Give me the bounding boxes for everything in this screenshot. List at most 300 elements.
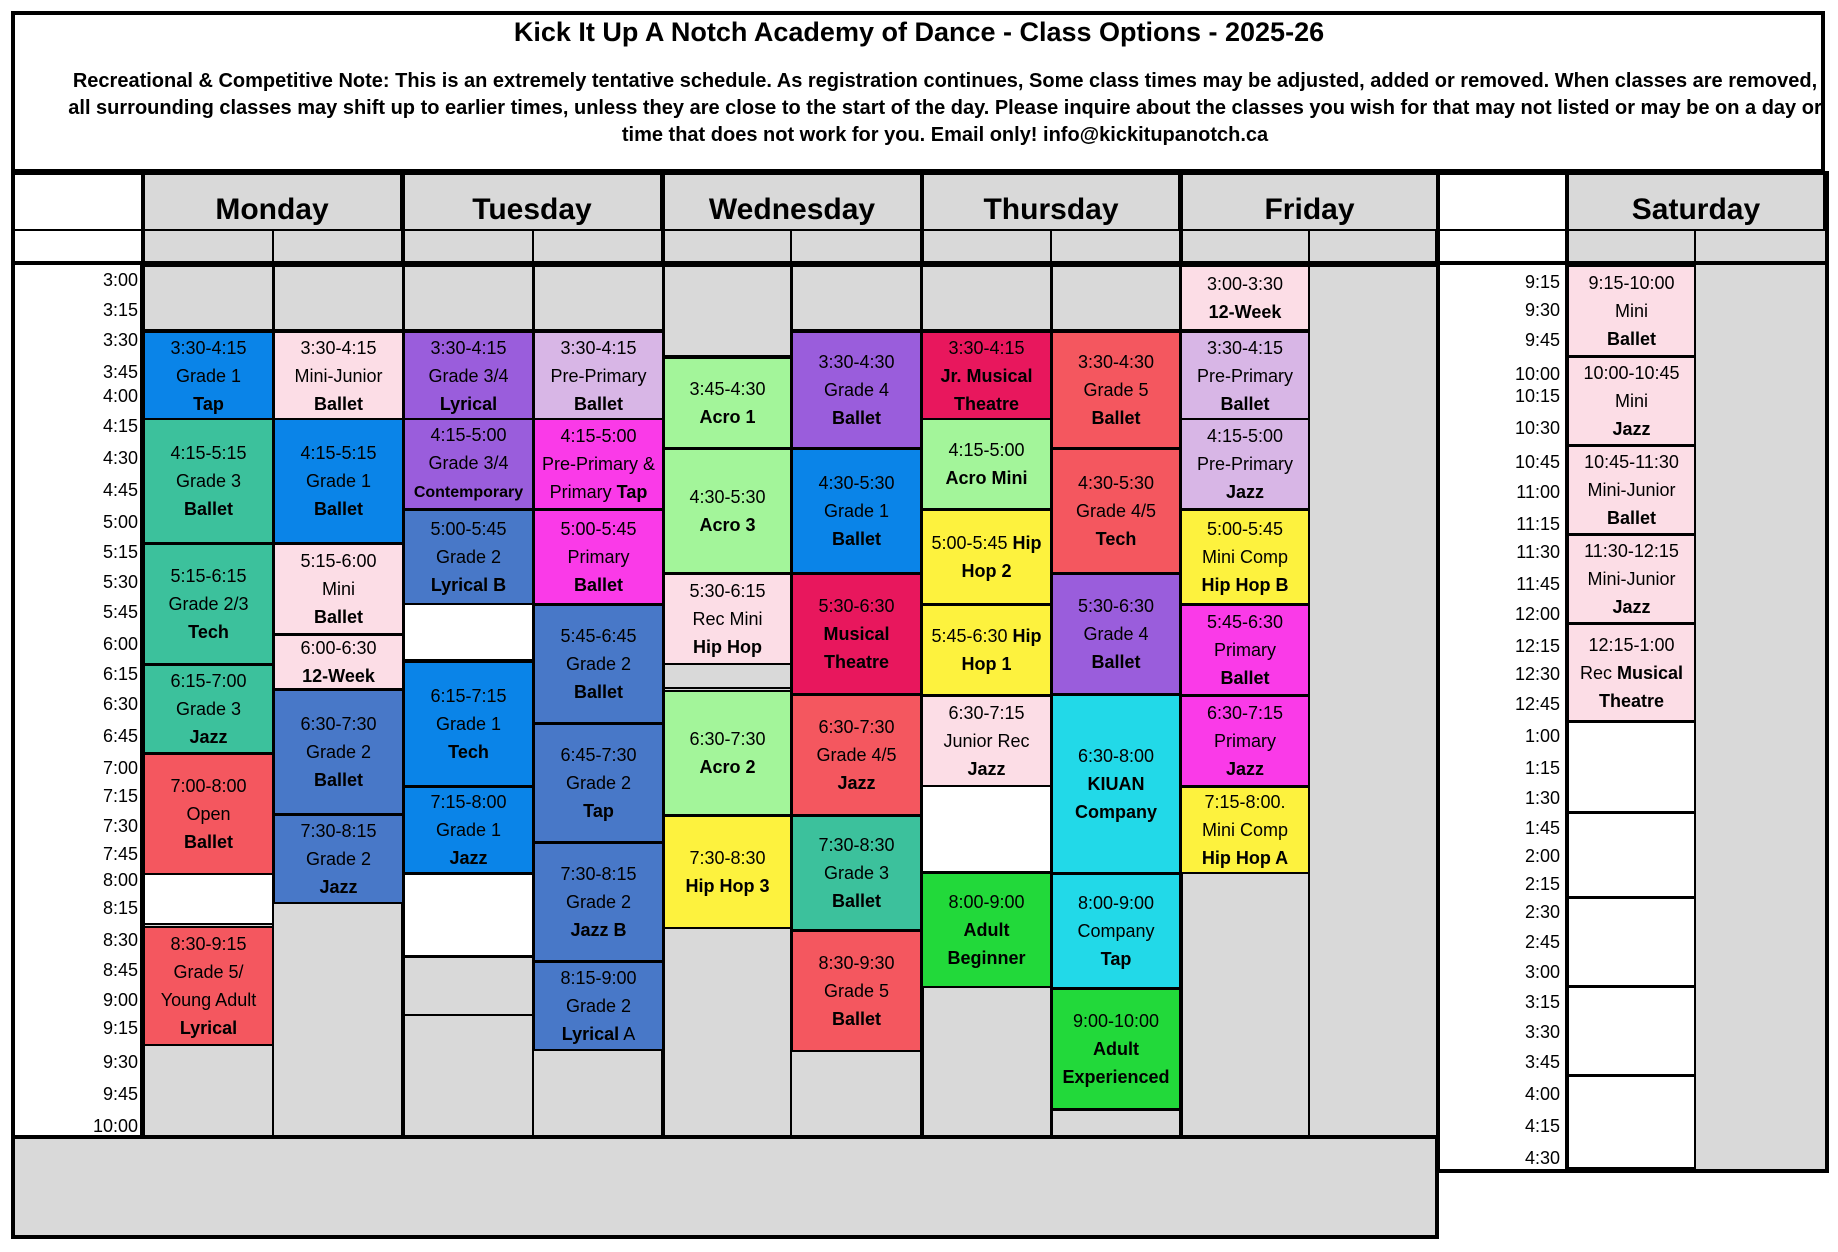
class-style: Acro 2 [699, 757, 756, 777]
class-name: Grade 5 [823, 981, 890, 1001]
class-block-thu-a[interactable] [921, 418, 1052, 510]
class-time: 6:00-6:30 [300, 638, 377, 658]
class-block-thu-a[interactable] [921, 695, 1052, 787]
class-style-prefix: Hip [1012, 533, 1042, 553]
class-time: 12:15-1:00 [1588, 634, 1675, 655]
class-style: Tap [616, 482, 648, 502]
time-label: 4:30 [102, 448, 138, 468]
time-label: 5:15 [102, 542, 138, 562]
class-style: Lyrical [179, 1018, 238, 1038]
filler [1567, 986, 1696, 1076]
class-time: 4:15-5:15 [300, 443, 377, 463]
time-label: 2:30 [1524, 902, 1560, 922]
class-name: Mini [321, 579, 355, 599]
class-block-tue-b[interactable] [533, 961, 664, 1051]
class-time: 5:00-5:45 [430, 519, 507, 539]
class-block-fri[interactable] [1180, 265, 1310, 331]
class-time: 5:00-5:45 [1206, 519, 1284, 539]
class-time: 5:15-6:15 [170, 566, 247, 586]
class-style: Acro 3 [699, 515, 756, 535]
class-block-tue-b[interactable] [533, 509, 664, 605]
class-style: Lyrical B [430, 575, 507, 595]
class-style: Tech [188, 622, 229, 642]
time-label: 7:15 [102, 786, 138, 806]
class-time: 8:30-9:15 [170, 934, 247, 954]
time-label: 5:45 [102, 602, 138, 622]
time-label: 9:30 [1524, 300, 1560, 320]
class-block-mon-a[interactable] [143, 418, 274, 544]
time-label: 1:45 [1524, 818, 1560, 838]
class-time: 9:00-10:00 [1072, 1011, 1160, 1031]
class-block-sat[interactable] [1567, 445, 1696, 535]
class-name: Grade 2 [305, 742, 372, 762]
day-header-wednesday: Wednesday [662, 173, 922, 231]
class-time: 7:30-8:30 [689, 848, 766, 868]
subheader-row [15, 231, 1435, 265]
time-label: 8:15 [102, 898, 138, 918]
time-label: 8:00 [102, 870, 138, 890]
time-label: 4:45 [102, 480, 138, 500]
class-name: Grade 4 [1083, 624, 1149, 644]
time-label: 6:00 [102, 634, 138, 654]
class-style: Theatre [1598, 690, 1665, 711]
class-name: Mini-Junior [1587, 480, 1676, 500]
class-style: 12-Week [1208, 302, 1282, 322]
class-style: Musical [823, 624, 890, 644]
time-label: 12:30 [1514, 664, 1560, 684]
class-style: Jr. Musical [940, 366, 1033, 386]
time-label: 3:45 [102, 362, 138, 382]
time-label: 5:30 [102, 572, 138, 592]
filler [403, 873, 534, 957]
class-style: Acro 1 [699, 407, 756, 427]
time-label: 1:15 [1524, 758, 1560, 778]
class-style: Jazz [1612, 419, 1651, 439]
class-time: 7:30-8:15 [560, 864, 637, 884]
class-block-mon-a[interactable] [143, 543, 274, 665]
class-block-wed-a[interactable] [663, 573, 792, 665]
class-style: Theatre [953, 394, 1020, 414]
class-time: 7:15-8:00. [1204, 792, 1286, 812]
time-label: 2:15 [1524, 874, 1560, 894]
class-time: 4:15-5:00 [560, 426, 637, 446]
class-name: Grade 2 [565, 773, 632, 793]
class-style: Ballet [313, 394, 364, 414]
class-style: Jazz [449, 848, 488, 868]
time-label: 6:45 [102, 726, 138, 746]
class-time: 4:30-5:30 [1077, 473, 1155, 493]
page-title: Kick It Up A Notch Academy of Dance - Class Options - 2025-26 [513, 17, 1325, 47]
time-label: 9:15 [102, 1018, 138, 1038]
filler [533, 265, 664, 331]
time-label: 3:15 [1524, 992, 1560, 1012]
time-label: 3:45 [1524, 1052, 1560, 1072]
class-block-mon-b[interactable] [273, 689, 404, 815]
class-style: Adult [963, 920, 1010, 940]
filler [143, 873, 274, 925]
filler [1308, 265, 1438, 1137]
time-label: 12:00 [1514, 604, 1560, 624]
class-block-mon-b[interactable] [273, 634, 404, 690]
class-name: Primary [1214, 640, 1276, 660]
time-label: 3:00 [102, 270, 138, 290]
class-time: 10:00-10:45 [1583, 363, 1680, 383]
time-label: 6:15 [102, 664, 138, 684]
class-style: Jazz [1225, 759, 1265, 779]
filler [663, 265, 792, 357]
filler [273, 265, 404, 331]
class-style: Ballet [831, 529, 882, 549]
class-block-fri[interactable] [1180, 695, 1310, 787]
class-block-thu-a[interactable] [921, 331, 1052, 421]
filler [1567, 721, 1696, 813]
time-label: 9:15 [1524, 272, 1560, 292]
class-time: 5:15-6:00 [300, 551, 377, 571]
class-style: Ballet [183, 499, 234, 519]
time-label: 9:00 [102, 990, 138, 1010]
sat-header-blank [1437, 175, 1567, 231]
class-block-sat[interactable] [1567, 623, 1696, 722]
class-time: 6:30-7:30 [300, 714, 377, 734]
time-label: 11:15 [1516, 514, 1560, 534]
class-time: 4:30-5:30 [818, 473, 895, 493]
time-label: 4:15 [102, 416, 138, 436]
class-block-wed-b[interactable] [791, 930, 922, 1052]
time-label: 7:00 [102, 758, 138, 778]
time-label: 8:30 [102, 930, 138, 950]
class-time: 6:15-7:15 [430, 686, 507, 706]
class-time: 3:30-4:15 [170, 338, 247, 358]
class-block-thu-a[interactable] [921, 872, 1052, 988]
time-label: 4:30 [1524, 1148, 1560, 1168]
class-name: Grade 3 [175, 471, 242, 491]
day-header-friday: Friday [1180, 173, 1439, 231]
class-name: Rec Mini [692, 609, 763, 629]
class-style: Jazz B [570, 920, 627, 940]
class-style: Ballet [573, 394, 624, 414]
time-label: 9:45 [1524, 330, 1560, 350]
class-time: 5:00-5:45 [931, 533, 1008, 553]
class-block-thu-a[interactable] [921, 604, 1052, 696]
class-style: Lyrical [561, 1024, 620, 1044]
class-style: Ballet [831, 408, 882, 428]
class-time: 6:30-8:00 [1077, 746, 1155, 766]
day-header-thursday: Thursday [922, 173, 1180, 231]
class-style: Musical [1617, 662, 1684, 683]
class-style-prefix: Hip [1012, 626, 1042, 646]
class-style: Hop 1 [961, 654, 1012, 674]
time-label: 1:30 [1524, 788, 1560, 808]
time-label: 2:00 [1524, 846, 1560, 866]
class-block-thu-a[interactable] [921, 509, 1052, 605]
time-label: 3:30 [1524, 1022, 1560, 1042]
time-label: 3:00 [1524, 962, 1560, 982]
class-style: Hip Hop B [1201, 575, 1289, 595]
class-block-thu-b[interactable] [1051, 873, 1181, 989]
class-block-sat[interactable] [1567, 356, 1696, 446]
class-name: Pre-Primary [1196, 366, 1293, 386]
class-name: Grade 1 [435, 820, 502, 840]
class-time: 7:30-8:15 [300, 821, 377, 841]
class-time: 3:45-4:30 [689, 379, 766, 399]
class-block-thu-b[interactable] [1051, 988, 1181, 1110]
class-style: Tap [193, 394, 224, 414]
class-style: Tap [1100, 949, 1132, 969]
class-time: 5:45-6:30 [931, 626, 1008, 646]
time-label: 2:45 [1524, 932, 1560, 952]
class-block-wed-a[interactable] [663, 815, 792, 929]
class-time: 4:30-5:30 [689, 487, 766, 507]
class-name: Primary [1214, 731, 1276, 751]
class-block-mon-a[interactable] [143, 331, 274, 421]
header-blank [15, 175, 142, 231]
class-block-tue-a[interactable] [403, 509, 534, 605]
class-time: 11:30-12:15 [1584, 541, 1679, 561]
class-block-fri[interactable] [1180, 604, 1310, 696]
class-style: Ballet [1606, 329, 1657, 349]
class-block-thu-b[interactable] [1051, 448, 1181, 574]
class-name: Grade 1 [305, 471, 372, 491]
class-name: Grade 2 [305, 849, 372, 869]
class-time: 5:30-6:30 [1077, 596, 1155, 616]
filler [1567, 897, 1696, 987]
class-block-thu-b[interactable] [1051, 331, 1181, 449]
class-time: 3:30-4:15 [300, 338, 377, 358]
time-label: 4:00 [102, 386, 138, 406]
class-style: Hop 2 [961, 561, 1012, 581]
class-name: Grade 5 [1083, 380, 1149, 400]
class-name: Primary [567, 547, 630, 567]
class-style: Hip Hop 3 [685, 876, 770, 896]
class-block-mon-b[interactable] [273, 418, 404, 544]
time-label: 8:45 [102, 960, 138, 980]
class-block-mon-a[interactable] [143, 664, 274, 754]
class-style: Ballet [1091, 652, 1141, 672]
class-block-mon-b[interactable] [273, 331, 404, 421]
class-time: 6:30-7:30 [818, 717, 895, 737]
class-style: Jazz [967, 759, 1006, 779]
time-label: 4:15 [1524, 1116, 1560, 1136]
time-label: 11:45 [1516, 574, 1560, 594]
class-name: Grade 2 [435, 547, 502, 567]
class-time: 4:15-5:00 [1206, 426, 1284, 446]
class-block-mon-b[interactable] [273, 814, 404, 904]
time-label: 5:00 [102, 512, 138, 532]
class-block-tue-b[interactable] [533, 604, 664, 724]
class-name: Mini-Junior [1587, 569, 1676, 589]
subheader-blank [15, 231, 142, 261]
class-block-wed-a[interactable] [663, 448, 792, 574]
time-label: 7:30 [102, 816, 138, 836]
class-block-tue-a[interactable] [403, 331, 534, 421]
class-block-wed-b[interactable] [791, 573, 922, 695]
class-name: Grade 1 [175, 366, 242, 386]
schedule-note: Recreational & Competitive Note: This is an extremely tentative schedule. As registration continues, Some class times may be adjusted, added or removed. When classes are removed, all surrounding classes may shift up to earlier times, unless they are close to the start of the day. Please inquire about the classes you wish for that may not listed or may be on a day or time that does not work for you. Email only! info@kickitupanotch.ca [68, 70, 1822, 146]
class-style: Theatre [823, 652, 890, 672]
class-name: Grade 3 [823, 863, 890, 883]
filler [403, 603, 534, 661]
class-block-thu-b[interactable] [1051, 694, 1181, 874]
class-style: Ballet [1091, 408, 1141, 428]
class-style: Tech [1095, 529, 1137, 549]
class-style: Ballet [573, 575, 624, 595]
class-style: Tech [448, 742, 489, 762]
time-label: 10:15 [1514, 386, 1560, 406]
class-block-tue-b[interactable] [533, 842, 664, 962]
time-label: 7:45 [102, 844, 138, 864]
time-label: 11:00 [1516, 482, 1560, 502]
class-style: Jazz [319, 877, 358, 897]
class-time: 8:30-9:30 [818, 953, 895, 973]
class-name: Grade 3 [175, 699, 242, 719]
time-label: 12:45 [1514, 694, 1560, 714]
day-header-monday: Monday [142, 173, 402, 231]
class-block-mon-a[interactable] [143, 926, 274, 1046]
filler [1567, 812, 1696, 898]
class-block-thu-b[interactable] [1051, 573, 1181, 695]
class-style: Jazz [189, 727, 228, 747]
class-style: Acro Mini [945, 468, 1028, 488]
class-block-wed-b[interactable] [791, 694, 922, 816]
class-style: Ballet [183, 832, 234, 852]
time-label: 10:30 [1514, 418, 1560, 438]
class-time: 4:15-5:15 [170, 443, 247, 463]
time-label: 11:30 [1516, 542, 1560, 562]
class-block-sat[interactable] [1567, 534, 1696, 624]
day-header-tuesday: Tuesday [402, 173, 662, 231]
class-time: 6:30-7:30 [689, 729, 766, 749]
class-style: Ballet [831, 1009, 882, 1029]
class-name: Grade 3/4 [428, 453, 509, 473]
time-label: 4:00 [1524, 1084, 1560, 1104]
class-time: 5:45-6:30 [1206, 612, 1284, 632]
filler [921, 265, 1052, 331]
class-name: Grade 1 [435, 714, 502, 734]
class-style: Jazz [1225, 482, 1265, 502]
class-block-fri[interactable] [1180, 331, 1310, 421]
divider [15, 1135, 1435, 1139]
class-name: Grade 4/5 [816, 745, 897, 765]
class-style: Jazz [1612, 597, 1651, 617]
class-block-tue-b[interactable] [533, 331, 664, 421]
class-time: 3:30-4:30 [818, 352, 895, 372]
class-style: Ballet [313, 770, 364, 790]
class-time: 7:00-8:00 [170, 776, 247, 796]
filler [403, 956, 534, 1016]
class-time: 5:45-6:45 [560, 626, 637, 646]
class-name: Pre-Primary [550, 366, 647, 386]
class-style: KIUAN [1087, 774, 1145, 794]
class-time: 3:30-4:15 [430, 338, 507, 358]
class-time: 10:45-11:30 [1584, 452, 1679, 472]
class-time: 3:00-3:30 [1206, 274, 1284, 294]
time-label: 9:45 [102, 1084, 138, 1104]
class-name: Grade 4 [823, 380, 890, 400]
class-style: Experienced [1062, 1067, 1170, 1087]
class-name: Grade 2 [565, 996, 632, 1016]
time-label: 1:00 [1524, 726, 1560, 746]
class-name: Mini Comp [1201, 547, 1289, 567]
class-block-tue-b[interactable] [533, 418, 664, 510]
class-block-fri[interactable] [1180, 418, 1310, 510]
time-label: 3:30 [102, 330, 138, 350]
class-style: Ballet [1606, 508, 1657, 528]
class-block-wed-b[interactable] [791, 815, 922, 931]
class-name: Grade 2/3 [168, 594, 249, 614]
filler [1051, 265, 1181, 331]
class-name: Open [186, 804, 231, 824]
class-name: Grade 2 [565, 892, 632, 912]
class-style: Ballet [1220, 394, 1270, 414]
class-name: Company [1077, 921, 1155, 941]
class-name: Rec [1579, 662, 1612, 683]
class-time: 3:30-4:15 [1206, 338, 1284, 358]
class-block-fri[interactable] [1180, 786, 1310, 874]
class-block-tue-a[interactable] [403, 418, 534, 510]
class-style: 12-Week [302, 666, 375, 686]
class-time: 4:15-5:00 [430, 425, 507, 445]
time-label: 9:30 [102, 1052, 138, 1072]
class-time: 6:30-7:15 [948, 703, 1025, 723]
class-block-mon-a[interactable] [143, 753, 274, 875]
class-name: Young Adult [160, 990, 257, 1010]
class-time: 8:00-9:00 [1077, 893, 1155, 913]
class-block-wed-a[interactable] [663, 690, 792, 816]
class-name: Grade 2 [565, 654, 632, 674]
class-style: Tap [583, 801, 614, 821]
class-time: 8:00-9:00 [948, 892, 1025, 912]
sat-subheader-blank [1437, 231, 1567, 261]
class-time: 9:15-10:00 [1588, 273, 1675, 293]
class-style: Company [1074, 802, 1157, 822]
class-time: 5:00-5:45 [560, 519, 637, 539]
class-block-wed-b[interactable] [791, 448, 922, 574]
class-block-mon-b[interactable] [273, 543, 404, 635]
class-style: Ballet [831, 891, 882, 911]
time-label: 12:15 [1514, 636, 1560, 656]
class-style: Ballet [313, 499, 364, 519]
class-block-fri[interactable] [1180, 509, 1310, 605]
class-block-tue-b[interactable] [533, 723, 664, 843]
class-time: 3:30-4:15 [948, 338, 1025, 358]
class-name: Junior Rec [943, 731, 1030, 751]
class-name: Mini [1614, 391, 1648, 411]
class-block-tue-a[interactable] [403, 786, 534, 874]
class-block-sat[interactable] [1567, 265, 1696, 357]
class-style: Ballet [313, 607, 364, 627]
class-time: 5:30-6:30 [818, 596, 895, 616]
filler [663, 661, 792, 689]
class-name: Mini-Junior [294, 366, 383, 386]
filler [1051, 1109, 1181, 1137]
time-label: 10:00 [1514, 364, 1560, 384]
class-name: Grade 5/ [173, 962, 244, 982]
filler [403, 265, 534, 331]
class-style: Beginner [947, 948, 1026, 968]
class-block-wed-b[interactable] [791, 331, 922, 449]
class-time: 3:30-4:15 [560, 338, 637, 358]
class-time: 8:15-9:00 [560, 968, 637, 988]
time-label: 6:30 [102, 694, 138, 714]
class-name: Grade 4/5 [1075, 501, 1157, 521]
class-style-suffix: A [623, 1024, 636, 1044]
class-time: 3:30-4:30 [1077, 352, 1155, 372]
class-name: Pre-Primary [1196, 454, 1293, 474]
class-style: Contemporary [413, 484, 524, 501]
filler [791, 265, 922, 331]
class-block-tue-a[interactable] [403, 661, 534, 787]
class-block-wed-a[interactable] [663, 357, 792, 449]
